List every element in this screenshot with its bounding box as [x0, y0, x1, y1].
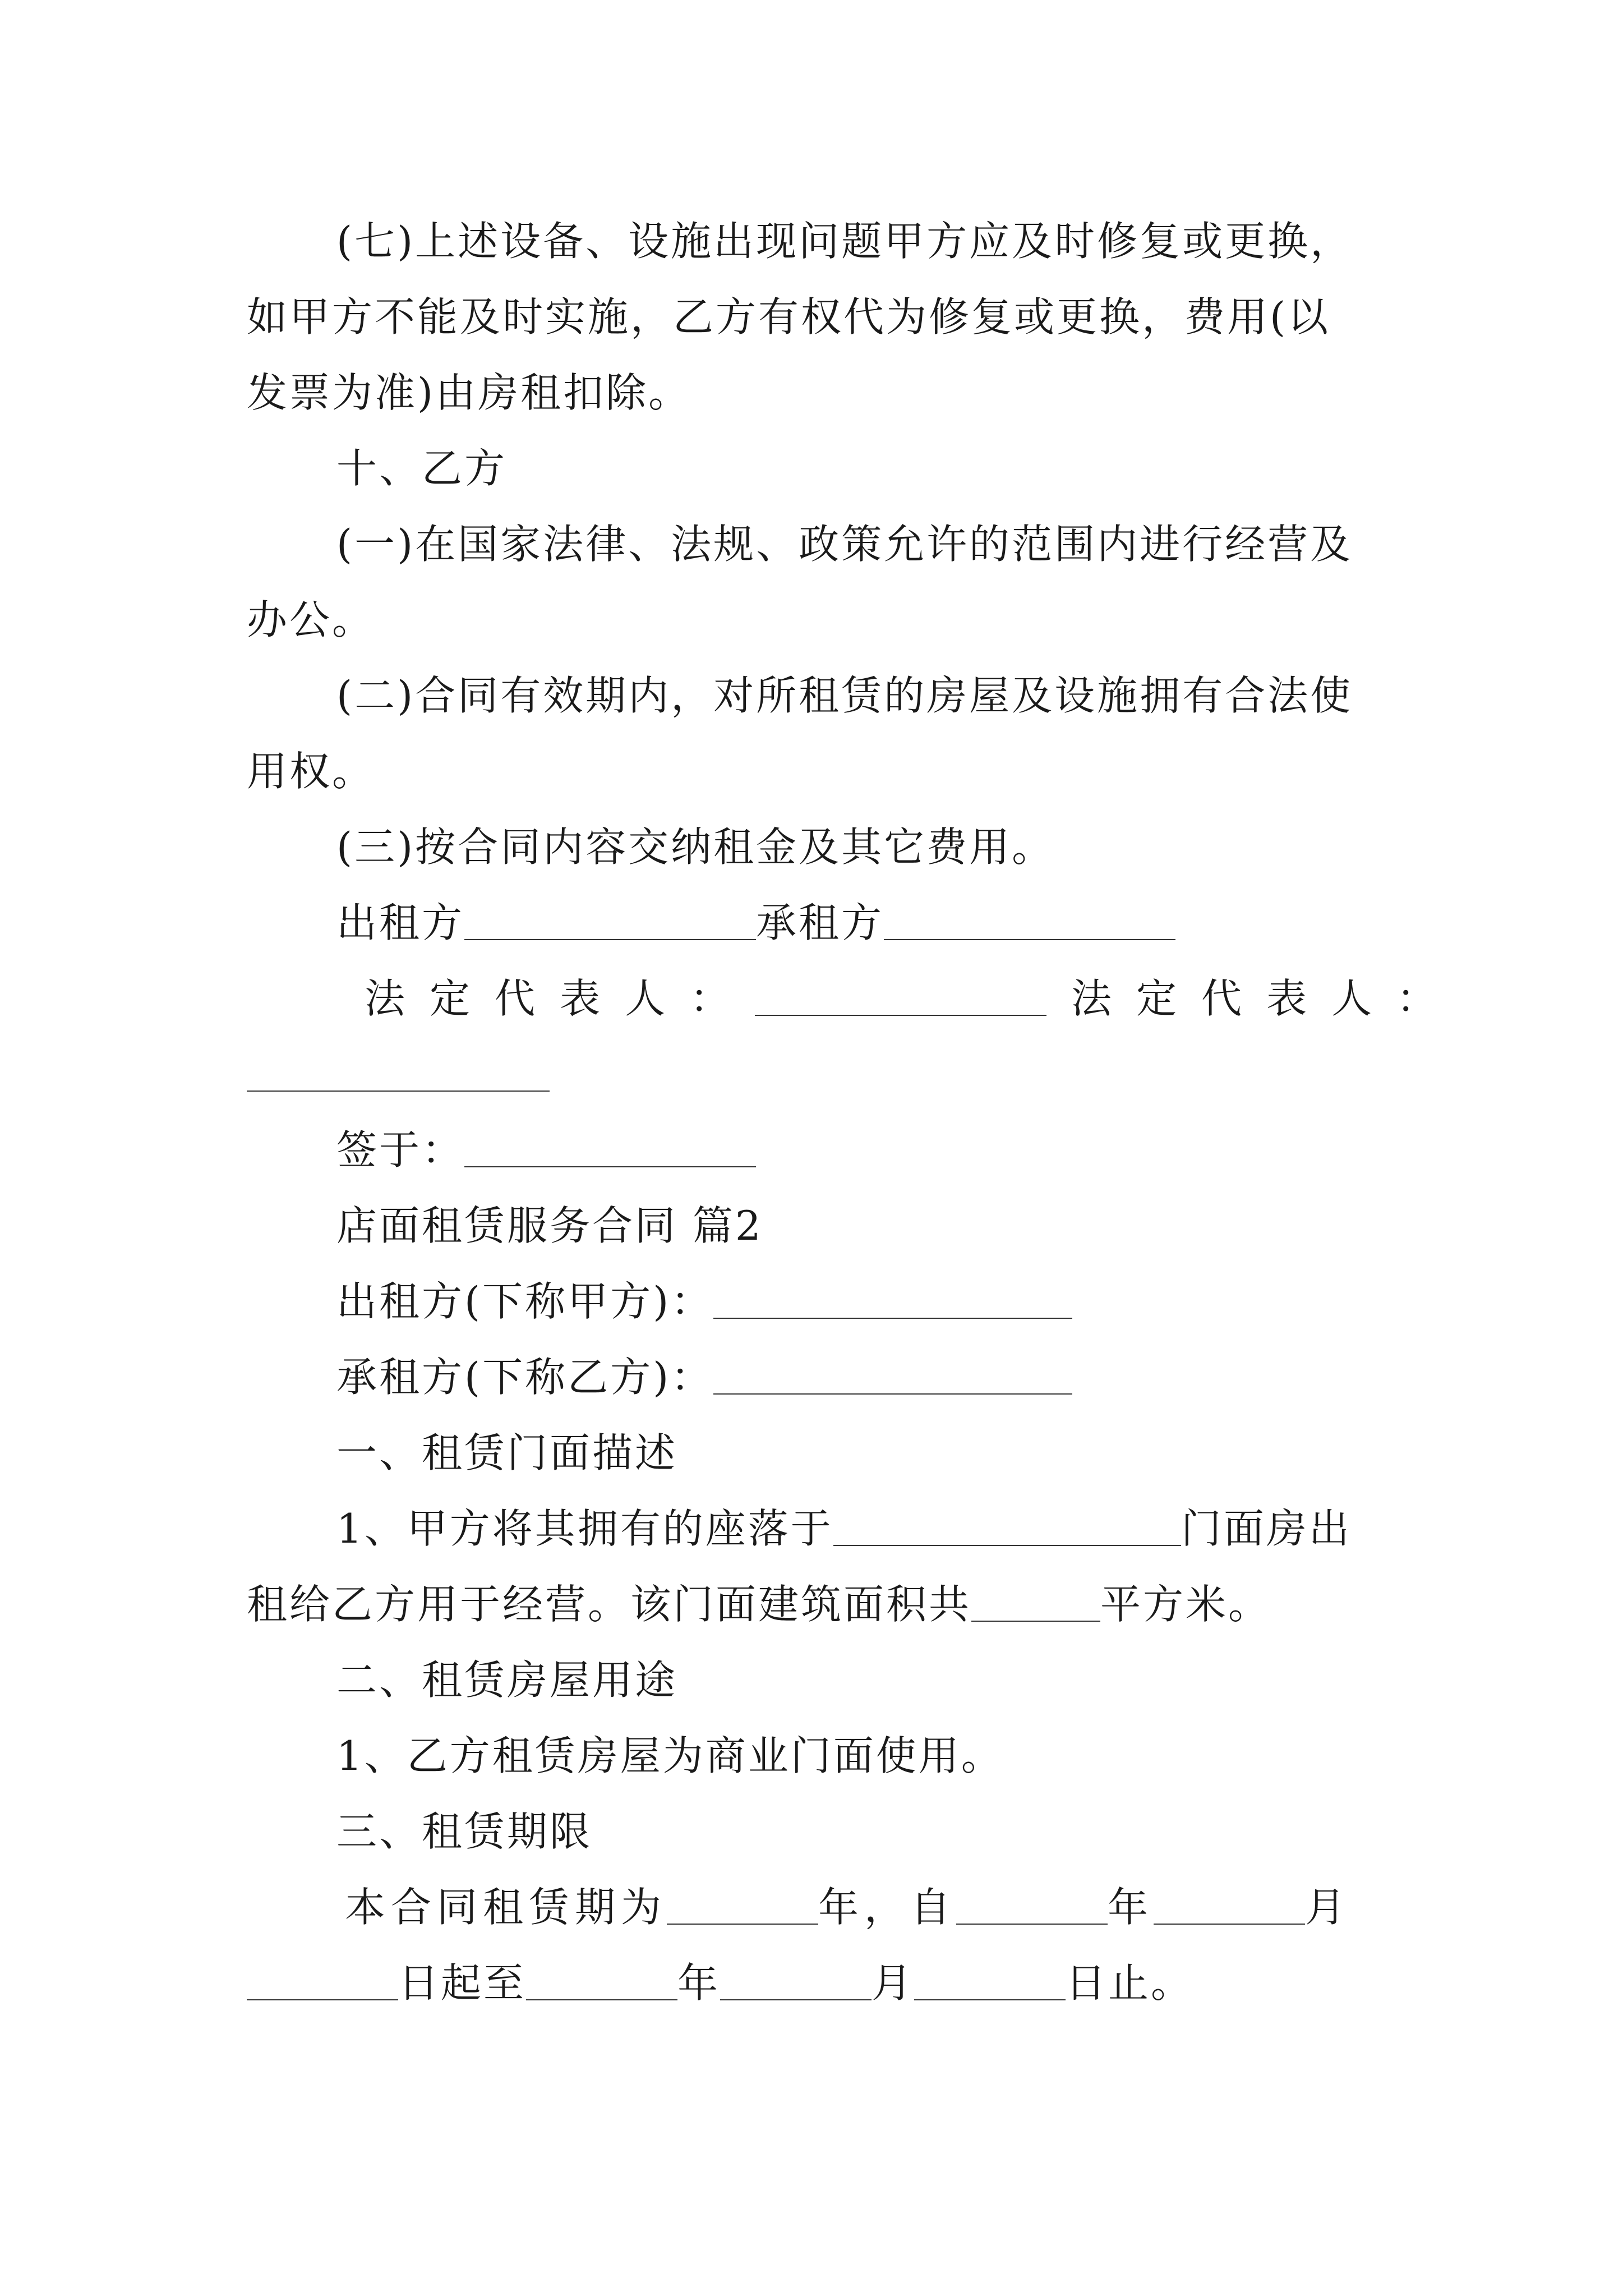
party-b-blank	[713, 1393, 1072, 1395]
signed-at-blank	[464, 1166, 756, 1167]
start-month-blank	[1154, 1924, 1305, 1925]
text-line-19	[247, 1579, 1271, 1630]
section-2-heading	[336, 1655, 677, 1705]
signature-line-signed-at	[336, 1125, 756, 1175]
month-label: 月	[872, 1959, 915, 2007]
until-label: 日起至	[398, 1959, 527, 2007]
signature-line-representatives	[365, 973, 1461, 1024]
text-line-3	[247, 367, 691, 418]
end-day-blank	[914, 1999, 1066, 2000]
party-a-label: 出租方(下称甲方)：	[336, 1278, 714, 1325]
area-clause-suffix: 平方米。	[1100, 1581, 1271, 1628]
text-line-21	[336, 1731, 1004, 1781]
signature-line-parties	[336, 898, 1175, 948]
section-10-heading	[336, 443, 507, 494]
clause-7-text: (七)上述设备、设施出现问题甲方应及时修复或更换，	[336, 218, 1353, 265]
text-line-9	[336, 822, 1054, 872]
lessee-label: 承租方	[756, 899, 884, 946]
text-line-1	[336, 216, 1353, 266]
party-a-blank	[713, 1318, 1072, 1319]
clause-7-end: 发票为准)由房租扣除。	[247, 369, 691, 416]
start-year-blank	[956, 1924, 1108, 1925]
term-from-label: 年，自	[818, 1884, 957, 1931]
contract-2-title	[336, 1200, 763, 1251]
text-line-6	[247, 595, 375, 645]
clause-2-end: 用权。	[247, 748, 375, 795]
end-month-blank	[720, 1999, 872, 2000]
year-label: 年	[1108, 1884, 1154, 1931]
text-line-24	[247, 1958, 1193, 2008]
section-heading-text: 十、乙方	[336, 445, 508, 492]
area-clause-text: 租给乙方用于经营。该门面建筑面积共	[247, 1581, 972, 1628]
start-day-blank	[247, 1999, 398, 2000]
term-years-blank	[667, 1924, 818, 1925]
section-heading-text: 二、租赁房屋用途	[336, 1657, 678, 1704]
text-line-7	[336, 670, 1353, 721]
text-line-5	[336, 519, 1353, 569]
signed-at-label: 签于：	[336, 1126, 465, 1174]
lessor-representative-blank	[755, 1015, 1046, 1016]
lessee-representative-blank	[247, 1091, 550, 1092]
section-1-heading	[336, 1428, 677, 1478]
term-clause-text: 本合同租赁期为	[345, 1884, 667, 1931]
location-clause-suffix: 门面房出	[1181, 1505, 1352, 1552]
text-line-18	[336, 1503, 1352, 1554]
end-label: 日止。	[1066, 1959, 1194, 2007]
lessor-blank	[464, 939, 756, 940]
lessor-label: 出租方	[336, 899, 465, 946]
signature-line-representative-blank	[247, 1049, 550, 1099]
end-year-blank	[526, 1999, 677, 2000]
section-heading-text: 一、租赁门面描述	[336, 1429, 678, 1476]
text-line-23	[345, 1882, 1351, 1932]
usage-clause-text: 1、乙方租赁房屋为商业门面使用。	[336, 1732, 1004, 1779]
party-a-line	[336, 1276, 1072, 1327]
clause-7-continuation: 如甲方不能及时实施，乙方有权代为修复或更换，费用(以	[247, 293, 1331, 341]
section-heading-text: 三、租赁期限	[336, 1808, 593, 1855]
party-b-line	[336, 1352, 1072, 1402]
month-label: 月	[1305, 1884, 1352, 1931]
area-blank	[971, 1621, 1100, 1622]
clause-2-text: (二)合同有效期内，对所租赁的房屋及设施拥有合法使	[336, 672, 1353, 719]
contract-title-text: 店面租赁服务合同 篇2	[336, 1202, 763, 1249]
text-line-2	[247, 292, 1330, 342]
lessee-blank	[884, 939, 1175, 940]
lessee-representative-label: 法定代表人：	[1071, 975, 1462, 1022]
year-label: 年	[677, 1959, 721, 2007]
clause-1-end: 办公。	[247, 596, 375, 643]
party-b-label: 承租方(下称乙方)：	[336, 1354, 714, 1401]
lessor-representative-label: 法定代表人：	[365, 975, 755, 1022]
location-blank	[833, 1545, 1181, 1546]
clause-1-text: (一)在国家法律、法规、政策允许的范围内进行经营及	[336, 521, 1353, 568]
text-line-8	[247, 746, 375, 797]
clause-3-text: (三)按合同内容交纳租金及其它费用。	[336, 823, 1055, 871]
section-3-heading	[336, 1806, 592, 1857]
location-clause-text: 1、甲方将其拥有的座落于	[336, 1505, 833, 1552]
